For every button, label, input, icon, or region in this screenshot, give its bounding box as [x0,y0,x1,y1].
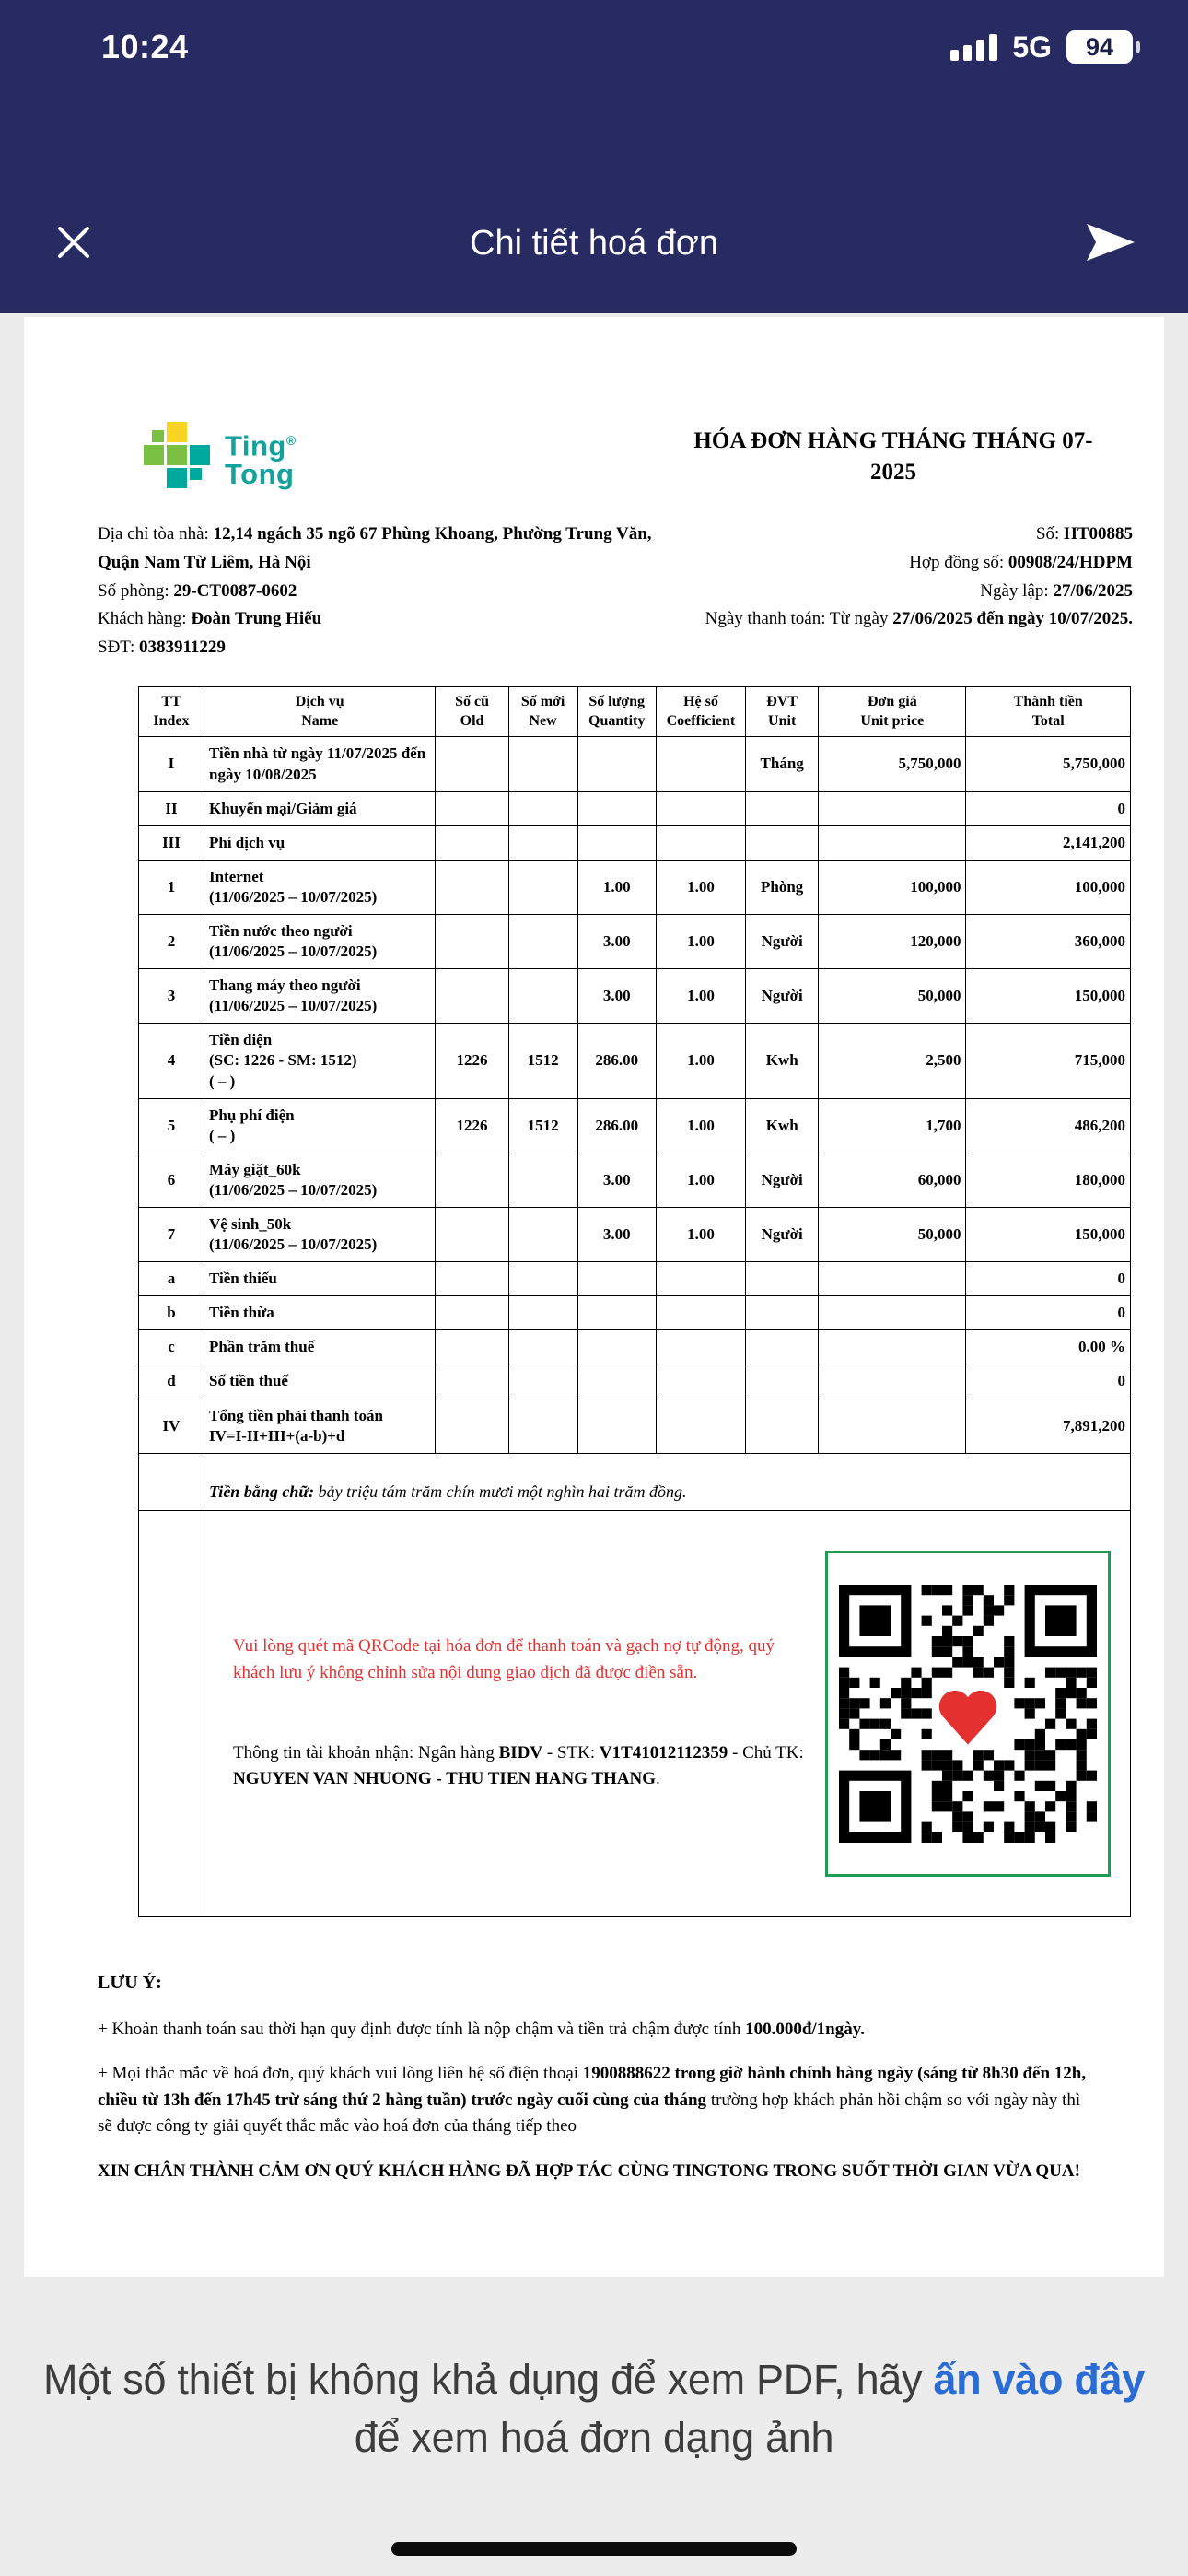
view-image-link[interactable]: ấn vào đây [933,2356,1146,2404]
customer-info [98,521,667,662]
status-icons [950,30,1140,64]
status-bar [0,0,1188,66]
table-row: III Phí dịch vụ 2,141,200 [139,825,1131,860]
invoice-number-line: Số: HT00885 [1035,524,1133,544]
close-button[interactable] [52,220,96,267]
table-row: 4 Tiền điện (SC: 1226 - SM: 1512) ( – ) 1226 1512 286.00 1.00 Kwh 2,500 715,000 [139,1024,1131,1098]
column-header: Dịch vụ Name [204,686,436,737]
column-header: Số lượng Quantity [577,686,656,737]
phone-line: SĐT: 0383911229 [98,638,226,658]
table-row: IV Tổng tiền phải thanh toán IV=I-II+III+(a-b)+d 7,891,200 [139,1399,1131,1453]
table-row: d Số tiền thuế 0 [139,1364,1131,1399]
invoice-info [98,521,1133,662]
signal-icon [950,33,997,61]
column-header: ĐVT Unit [746,686,819,737]
table-row: b Tiền thừa 0 [139,1296,1131,1330]
column-header: Số cũ Old [436,686,508,737]
document-header [98,422,1133,493]
invoice-title: HÓA ĐƠN HÀNG THÁNG THÁNG 07- 2025 [693,428,1093,485]
column-header: Thành tiền Total [966,686,1131,737]
qr-code-frame [825,1551,1111,1877]
brand-name: Ting® Tong [225,429,297,491]
bank-account-info: Thông tin tài khoản nhận: Ngân hàng BIDV - STK: V1T41012112359 - Chủ TK: NGUYEN VAN NHUONG - THU TIEN HANG THANG. [232,1742,804,1789]
invoice-table-head-row [139,686,1131,737]
fallback-suffix: để xem hoá đơn dạng ảnh [354,2414,834,2462]
table-row: 2 Tiền nước theo người (11/06/2025 – 10/07/2025) 3.00 1.00 Người 120,000 360,000 [139,914,1131,968]
share-button[interactable] [1085,222,1136,265]
room-number-line: Số phòng: 29-CT0087-0602 [98,580,297,601]
building-address-line: Địa chỉ tòa nhà: 12,14 ngách 35 ngõ 67 Phùng Khoang, Phường Trung Văn, Quận Nam Từ Liêm, Hà Nội [98,524,652,572]
network-label: 5G [1012,29,1052,64]
payment-period-line: Ngày thanh toán: Từ ngày 27/06/2025 đến ngày 10/07/2025. [705,609,1133,629]
pdf-fallback-message [26,2350,1162,2466]
note-hotline: + Mọi thắc mắc về hoá đơn, quý khách vui lòng liên hệ số điện thoại 1900888622 trong giờ hành chính hàng ngày (sáng từ 8h30 đến 12h, chiều từ 13h đến 17h45 trừ sáng thứ 2 hàng tuần) trước ngày cuối cùng của tháng trường hợp khách phản hồi chậm so với ngày này thì sẽ được công ty giải quyết thắc mắc vào hoá đơn của tháng tiếp theo [98,2064,1087,2137]
close-icon [52,220,96,267]
qr-row [139,1510,1131,1916]
table-row: II Khuyến mại/Giảm giá 0 [139,791,1131,825]
table-row: 1 Internet (11/06/2025 – 10/07/2025) 1.00 1.00 Phòng 100,000 100,000 [139,860,1131,914]
table-row: c Phần trăm thuế 0.00 % [139,1330,1131,1364]
payment-instructions [209,1576,825,1851]
page-title: Chi tiết hoá đơn [470,223,718,263]
column-header: Số mới New [508,686,577,737]
fallback-prefix: Một số thiết bị không khả dụng để xem PDF, hãy [42,2356,934,2404]
invoice-document [24,317,1164,2277]
issue-date-line: Ngày lập: 27/06/2025 [980,580,1133,601]
table-row: 5 Phụ phí điện ( – ) 1226 1512 286.00 1.00 Kwh 1,700 486,200 [139,1098,1131,1153]
table-row: 3 Thang máy theo người (11/06/2025 – 10/07/2025) 3.00 1.00 Người 50,000 150,000 [139,969,1131,1024]
tingtong-logo-icon [144,422,210,493]
invoice-table-body [139,737,1131,1453]
amount-in-words: Tiền bằng chữ: bảy triệu tám trăm chín mươi một nghìn hai trăm đồng. [204,1453,1130,1510]
clock: 10:24 [101,28,189,65]
amount-in-words-row [139,1453,1131,1510]
top-bar [0,0,1188,313]
battery-icon: 94 [1066,30,1133,64]
table-row: 7 Vệ sinh_50k (11/06/2025 – 10/07/2025) 3.00 1.00 Người 50,000 150,000 [139,1208,1131,1262]
table-row: 6 Máy giặt_60k (11/06/2025 – 10/07/2025) 3.00 1.00 Người 60,000 180,000 [139,1153,1131,1207]
notes-heading: LƯU Ý: [98,1972,162,1993]
table-row: a Tiền thiếu 0 [139,1262,1131,1296]
tingtong-logo [144,422,297,493]
qr-warning-text: Vui lòng quét mã QRCode tại hóa đơn để thanh toán và gạch nợ tự động, quý khách lưu ý không chỉnh sửa nội dung giao dịch đã được điền sẵn. [232,1636,775,1682]
invoice-table [138,686,1131,1917]
column-header: TT Index [139,686,204,737]
notes-section [98,1969,1133,2185]
home-indicator[interactable] [391,2542,797,2556]
column-header: Hệ số Coefficient [656,686,745,737]
note-late-payment: + Khoản thanh toán sau thời hạn quy định được tính là nộp chậm và tiền trả chậm được tính 100.000đ/1ngày. [98,2019,865,2039]
navigation-bar [0,205,1188,282]
invoice-meta [677,521,1133,662]
table-row: I Tiền nhà từ ngày 11/07/2025 đến ngày 10/08/2025 Tháng 5,750,000 5,750,000 [139,737,1131,791]
contract-number-line: Hợp đồng số: 00908/24/HDPM [909,552,1133,572]
note-thanks: XIN CHÂN THÀNH CẢM ƠN QUÝ KHÁCH HÀNG ĐÃ HỢP TÁC CÙNG TINGTONG TRONG SUỐT THỜI GIAN VỪA QUA! [98,2160,1080,2181]
send-icon [1085,222,1136,265]
column-header: Đơn giá Unit price [819,686,966,737]
qr-code [839,1585,1097,1843]
customer-name-line: Khách hàng: Đoàn Trung Hiếu [98,609,322,629]
